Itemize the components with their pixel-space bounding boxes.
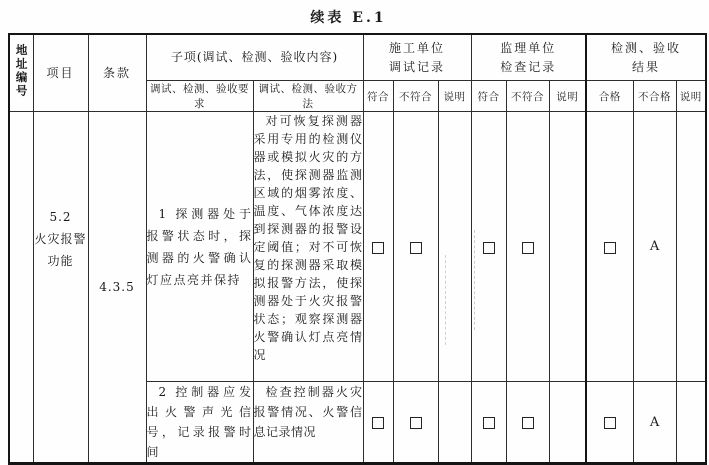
col-header-supervision-not-conform: 不符合 [506,81,549,112]
acceptance-record-table [8,33,707,465]
col-header-construction-group [363,34,471,81]
requirement-cell [146,382,253,464]
col-header-construction-not-conform: 不符合 [393,81,438,112]
col-header-construction-note: 说明 [438,81,471,112]
result-group-line1: 检测、验收 [611,40,682,55]
supervision-conform-cell [471,112,506,382]
result-pass-cell [586,382,633,464]
supervision-group-line1: 监理单位 [500,40,557,55]
construction-note-cell [438,112,471,382]
supervision-group-line2: 检查记录 [500,59,557,74]
construction-not-conform-cell [393,382,438,464]
col-header-supervision-conform: 符合 [471,81,506,112]
construction-conform-cell [363,112,393,382]
col-header-result-note: 说明 [676,81,706,112]
result-fail-cell: A [633,382,676,464]
col-header-requirement: 调试、检测、验收要求 [146,81,253,112]
construction-note-cell [438,382,471,464]
item-name-line1: 火灾报警 [34,232,87,246]
empty-checkbox-icon [604,417,616,429]
col-header-result-group [586,34,706,81]
table-row [9,112,706,382]
result-fail-cell: A [633,112,676,382]
supervision-not-conform-cell [506,112,549,382]
result-note-cell [676,382,706,464]
construction-group-line2: 调试记录 [389,59,446,74]
col-header-result-pass: 合格 [586,81,633,112]
empty-checkbox-icon [522,417,534,429]
method-text: 对可恢复探测器采用专用的检测仪器或模拟火灾的方法，使探测器监测区域的烟雾浓度、温度、气体浓度达到探测器的报警设定阈值；对不可恢复的探测器采取模拟报警方法，使探测器处于火灾报警状态；观察探测器火警确认灯点亮情况 [253,114,363,362]
col-header-address [9,34,33,112]
construction-group-line1: 施工单位 [389,40,446,55]
requirement-text: 2 控制器应发出火警声光信号，记录报警时间 [146,385,253,459]
col-header-result-fail: 不合格 [633,81,676,112]
col-header-clause: 条款 [88,34,146,112]
empty-checkbox-icon [372,417,384,429]
header-row-groups [9,34,706,81]
method-text: 检查控制器火灾报警情况、火警信息记录情况 [253,385,363,439]
method-cell [253,112,363,382]
construction-not-conform-cell [393,112,438,382]
address-value-cell [9,112,33,464]
item-value-cell [33,112,88,464]
empty-checkbox-icon [604,242,616,254]
empty-checkbox-icon [522,242,534,254]
method-cell [253,382,363,464]
col-header-item: 项目 [33,34,88,112]
clause-value-cell: 4.3.5 [88,112,146,464]
empty-checkbox-icon [410,242,422,254]
col-header-construction-conform: 符合 [363,81,393,112]
col-header-supervision-group [471,34,586,81]
empty-checkbox-icon [410,417,422,429]
item-name-line2: 功能 [47,254,74,268]
result-group-line2: 结果 [632,59,661,74]
scan-artifact-line [445,255,447,345]
scan-artifact-line [474,230,476,330]
supervision-note-cell [549,382,586,464]
col-header-method: 调试、检测、验收方法 [253,81,363,112]
supervision-conform-cell [471,382,506,464]
supervision-not-conform-cell [506,382,549,464]
construction-conform-cell [363,382,393,464]
col-header-subitem-group: 子项(调试、检测、验收内容) [146,34,363,81]
empty-checkbox-icon [483,242,495,254]
item-code: 5.2 [49,210,72,224]
requirement-text: 1 探测器处于报警状态时，探测器的火警确认灯应点亮并保持 [146,206,253,287]
item-value-block [34,206,88,272]
address-header-label: 地址编号 [14,44,29,98]
empty-checkbox-icon [372,242,384,254]
result-pass-cell [586,112,633,382]
col-header-supervision-note: 说明 [549,81,586,112]
supervision-note-cell [549,112,586,382]
table-continuation-title: 续表 E.1 [310,10,387,26]
empty-checkbox-icon [483,417,495,429]
result-note-cell [676,112,706,382]
requirement-cell [146,112,253,382]
